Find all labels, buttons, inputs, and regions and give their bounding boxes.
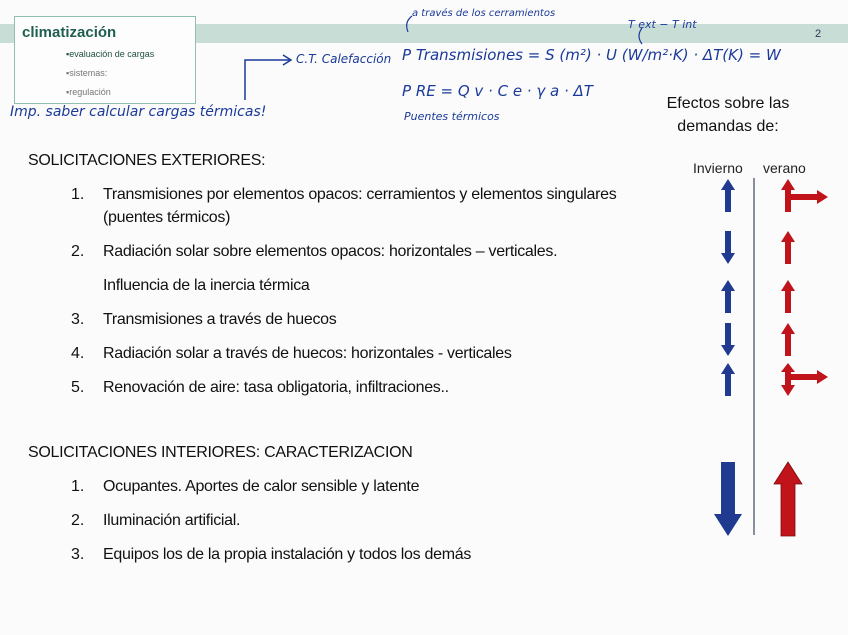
arrow-right-icon [791, 190, 828, 204]
item-text: Transmisiones por elementos opacos: cerramientos y elementos singulares [103, 186, 617, 203]
item-number: 5. [71, 379, 85, 396]
nav-item-label: sistemas: [69, 68, 108, 78]
handwritten-note-cerramientos: a través de los cerramientos [412, 8, 556, 19]
item-number: 3. [71, 546, 85, 563]
arrow-up-icon [781, 280, 795, 313]
arrow-up-icon [781, 231, 795, 264]
item-text: Influencia de la inercia térmica [103, 277, 310, 294]
handwritten-formula-delta-t: T ext − T int [628, 18, 697, 31]
item-text: Transmisiones a través de huecos [103, 311, 337, 328]
item-text: Ocupantes. Aportes de calor sensible y latente [103, 478, 420, 495]
item-text-continued: (puentes térmicos) [103, 209, 231, 226]
item-number: 2. [71, 243, 85, 260]
arrow-up-big-icon [774, 462, 802, 536]
arrow-up-icon [721, 363, 735, 396]
item-number: 1. [71, 478, 85, 495]
arrow-up-icon [721, 179, 735, 212]
nav-item-label: regulación [69, 87, 111, 97]
section-heading-exteriores: SOLICITACIONES EXTERIORES: [28, 152, 266, 169]
arrow-up-icon [721, 280, 735, 313]
item-number: 1. [71, 186, 85, 203]
item-number: 3. [71, 311, 85, 328]
handwritten-formula-transmision: P Transmisiones = S (m²) · U (W/m²·K) · ΔT(K) = W [402, 46, 781, 64]
arrow-down-icon [721, 231, 735, 264]
handwritten-note-puentes: Puentes térmicos [404, 110, 500, 123]
item-text: Radiación solar sobre elementos opacos: horizontales – verticales. [103, 243, 558, 260]
column-header-verano: verano [763, 160, 806, 176]
nav-item-label: evaluación de cargas [69, 49, 155, 59]
arrow-down-icon [721, 323, 735, 356]
item-text: Equipos los de la propia instalación y todos los demás [103, 546, 472, 563]
item-text: Iluminación artificial. [103, 512, 241, 529]
handwritten-formula-renovacion: P RE = Q v · C e · γ a · ΔT [402, 82, 593, 100]
nav-item-regulacion[interactable]: ▪regulación [66, 87, 111, 97]
page-number: 2 [815, 28, 822, 40]
handwritten-note-ct: C.T. Calefacción [296, 52, 392, 66]
section-heading-interiores: SOLICITACIONES INTERIORES: CARACTERIZACION [28, 444, 413, 461]
item-text: Radiación solar a través de huecos: horizontales - verticales [103, 345, 512, 362]
handwritten-note-importante: Imp. saber calcular cargas térmicas! [10, 104, 267, 120]
item-number: 4. [71, 345, 85, 362]
effects-heading: Efectos sobre las demandas de: [666, 95, 790, 135]
page-title: climatización [22, 24, 117, 41]
arrow-right-icon [791, 370, 828, 384]
nav-item-sistemas[interactable]: ▪sistemas: [66, 68, 108, 78]
item-text: Renovación de aire: tasa obligatoria, infiltraciones.. [103, 379, 449, 396]
item-number: 2. [71, 512, 85, 529]
arrow-up-icon [781, 323, 795, 356]
nav-item-evaluacion[interactable]: ▪evaluación de cargas [66, 49, 155, 59]
arrow-down-big-icon [714, 462, 742, 536]
column-header-invierno: Invierno [693, 160, 743, 176]
